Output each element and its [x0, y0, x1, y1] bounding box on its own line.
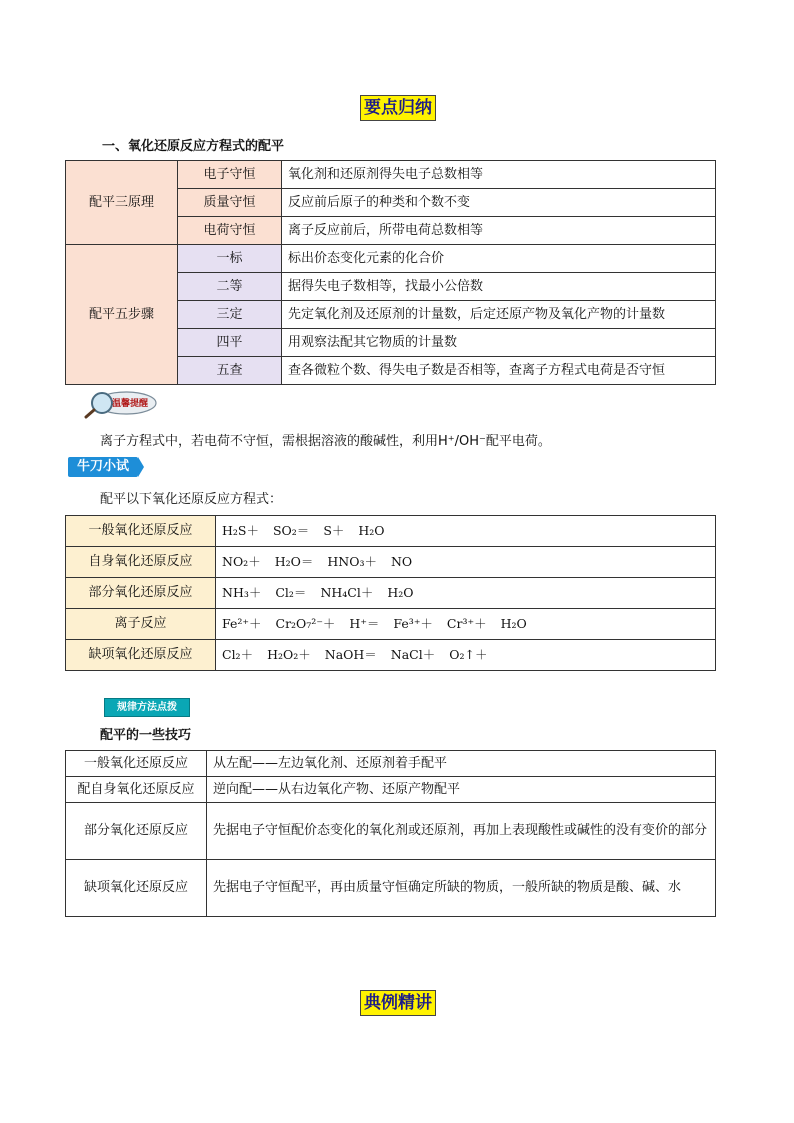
- eq-term: O₂↑＋: [449, 647, 488, 662]
- equation: [216, 609, 716, 640]
- eq-term: NaCl＋: [390, 647, 436, 662]
- eq-term: H₂S＋: [222, 523, 259, 538]
- principle-name: 电子守恒: [178, 161, 282, 189]
- eq-term: NO: [390, 554, 413, 569]
- step-name: 一标: [178, 245, 282, 273]
- technique-desc: 从左配——左边氧化剂、还原剂着手配平: [207, 751, 716, 777]
- eq-term: Cr³⁺＋: [446, 616, 487, 631]
- section-banner-examples: 典例精讲: [360, 990, 436, 1016]
- practice-intro: 配平以下氧化还原反应方程式：: [100, 492, 283, 507]
- eq-term: SO₂＝: [272, 523, 310, 538]
- technique-type: 缺项氧化还原反应: [66, 860, 207, 917]
- eq-term: Cl₂＋: [222, 647, 254, 662]
- method-heading: 配平的一些技巧: [100, 728, 192, 743]
- reaction-type: 一般氧化还原反应: [66, 516, 216, 547]
- eq-term: Cr₂O₇²⁻＋: [275, 616, 336, 631]
- technique-desc: 先据电子守恒配平，再由质量守恒确定所缺的物质，一般所缺的物质是酸、碱、水: [207, 860, 716, 917]
- eq-term: H₂O: [500, 616, 527, 631]
- eq-term: NO₂＋: [222, 554, 261, 569]
- eq-term: HNO₃＋: [327, 554, 377, 569]
- step-name: 五查: [178, 357, 282, 385]
- principle-desc: 离子反应前后，所带电荷总数相等: [282, 217, 716, 245]
- principle-name: 电荷守恒: [178, 217, 282, 245]
- technique-desc: 先据电子守恒配价态变化的氧化剂或还原剂，再加上表现酸性或碱性的没有变价的部分: [207, 803, 716, 860]
- eq-term: Cl₂＝: [275, 585, 307, 600]
- equation: [216, 547, 716, 578]
- eq-term: H₂O: [358, 523, 385, 538]
- equation: [216, 578, 716, 609]
- reaction-type: 部分氧化还原反应: [66, 578, 216, 609]
- techniques-table: [65, 750, 716, 917]
- step-desc: 先定氧化剂及还原剂的计量数，后定还原产物及氧化产物的计量数: [282, 301, 716, 329]
- technique-type: 部分氧化还原反应: [66, 803, 207, 860]
- principle-desc: 反应前后原子的种类和个数不变: [282, 189, 716, 217]
- method-tag: 规律方法点拨: [104, 698, 190, 717]
- reaction-type: 自身氧化还原反应: [66, 547, 216, 578]
- technique-type: 一般氧化还原反应: [66, 751, 207, 777]
- principle-name: 质量守恒: [178, 189, 282, 217]
- step-desc: 用观察法配其它物质的计量数: [282, 329, 716, 357]
- group-label: 配平五步骤: [66, 245, 178, 385]
- equation: [216, 516, 716, 547]
- tip-text: 离子方程式中，若电荷不守恒，需根据溶液的酸碱性，利用H⁺/OH⁻配平电荷。: [100, 434, 551, 449]
- eq-term: H₂O＝: [274, 554, 314, 569]
- eq-term: NH₃＋: [222, 585, 262, 600]
- practice-table: [65, 515, 716, 671]
- step-desc: 查各微粒个数、得失电子数是否相等，查离子方程式电荷是否守恒: [282, 357, 716, 385]
- eq-term: Fe²⁺＋: [222, 616, 262, 631]
- tip-badge-label: 温馨提醒: [112, 399, 149, 409]
- step-desc: 据得失电子数相等，找最小公倍数: [282, 273, 716, 301]
- balancing-principles-table: [65, 160, 716, 385]
- practice-tag: 牛刀小试: [68, 457, 138, 477]
- eq-term: H₂O₂＋: [267, 647, 311, 662]
- section-banner-key-points: 要点归纳: [360, 95, 436, 121]
- step-name: 三定: [178, 301, 282, 329]
- equation: [216, 640, 716, 671]
- eq-term: NaOH＝: [324, 647, 377, 662]
- reaction-type: 离子反应: [66, 609, 216, 640]
- eq-term: NH₄Cl＋: [320, 585, 374, 600]
- eq-term: H⁺＝: [349, 616, 380, 631]
- step-name: 二等: [178, 273, 282, 301]
- eq-term: H₂O: [387, 585, 414, 600]
- step-desc: 标出价态变化元素的化合价: [282, 245, 716, 273]
- section-heading: 一、氧化还原反应方程式的配平: [102, 139, 285, 154]
- reaction-type: 缺项氧化还原反应: [66, 640, 216, 671]
- tip-badge: [82, 390, 158, 420]
- principle-desc: 氧化剂和还原剂得失电子总数相等: [282, 161, 716, 189]
- technique-desc: 逆向配——从右边氧化产物、还原产物配平: [207, 777, 716, 803]
- group-label: 配平三原理: [66, 161, 178, 245]
- eq-term: Fe³⁺＋: [393, 616, 433, 631]
- technique-type: 配自身氧化还原反应: [66, 777, 207, 803]
- step-name: 四平: [178, 329, 282, 357]
- eq-term: S＋: [323, 523, 345, 538]
